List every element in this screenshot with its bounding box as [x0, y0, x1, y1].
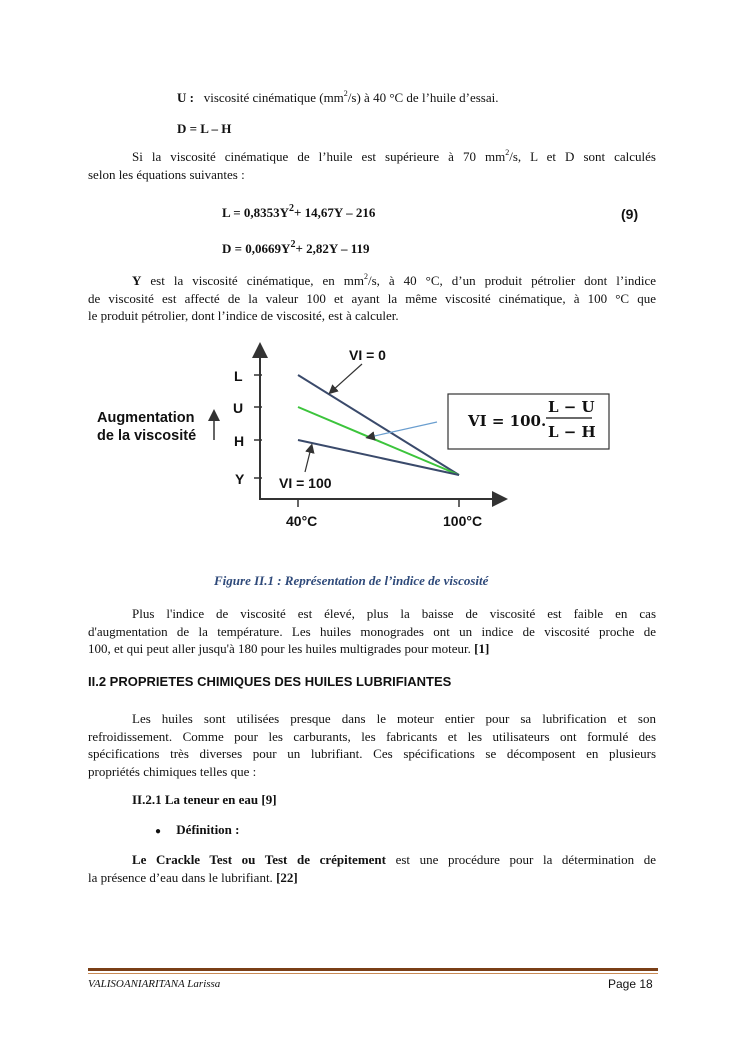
equation-number: (9) [621, 206, 639, 222]
label-y: Y [235, 471, 245, 487]
label-vi100: VI = 100 [279, 475, 332, 491]
p5-ref: [22] [276, 869, 298, 885]
formula-pointer [370, 422, 437, 437]
figure-caption: Figure II.1 : Représentation de l’indice de viscosité [214, 573, 489, 588]
p2-sup: 2 [363, 272, 368, 281]
paragraph-4 [88, 710, 656, 780]
eq-l-a: L = 0,8353Y [222, 205, 289, 220]
formula-prefix: VI = 100. [468, 412, 547, 430]
paragraph-2 [88, 272, 656, 325]
p4-line4: propriétés chimiques telles que : [88, 763, 257, 779]
footer-rule [88, 968, 658, 971]
p4-line2: refroidissement. Comme pour les carburants, les fabricants et les utilisateurs ont formulé des [88, 728, 656, 744]
p5-rest: est une procédure pour la détermination de [385, 852, 656, 867]
label-x-40: 40°C [286, 513, 318, 529]
eq-d-sup: 2 [290, 239, 296, 250]
p2-a: est la viscosité cinématique, en mm [141, 273, 364, 288]
p2-line3: le produit pétrolier, dont l’indice de viscosité, est à calculer. [88, 308, 399, 323]
p2-line2: de viscosité est affecté de la valeur 100 et ayant la même viscosité cinématique, à 100 °C que [88, 290, 656, 306]
equation-l [222, 205, 375, 221]
bullet-text: Définition : [176, 822, 240, 837]
p1-line2: selon les équations suivantes : [88, 166, 245, 182]
label-side-1: Augmentation [97, 410, 195, 426]
formula-denominator: L − H [548, 423, 596, 441]
p2-y: Y [132, 273, 142, 288]
section-heading: II.2 PROPRIETES CHIMIQUES DES HUILES LUBRIFIANTES [88, 674, 452, 689]
footer-page-number: Page 18 [608, 977, 653, 991]
p4-line1: Les huiles sont utilisées presque dans le moteur entier pour sa lubrification et son [132, 711, 656, 726]
vi100-pointer [305, 448, 311, 472]
p3-line1: Plus l'indice de viscosité est élevé, plus la baisse de viscosité est faible en cas [132, 606, 656, 621]
paragraph-3 [88, 605, 656, 658]
p5-line2: la présence d’eau dans le lubrifiant. [88, 869, 273, 885]
label-x-100: 100°C [443, 513, 483, 529]
label-u: U [233, 400, 244, 416]
label-vi0: VI = 0 [349, 347, 386, 363]
eq-d-b: + 2,82Y – 119 [295, 241, 370, 256]
eq-l-b: + 14,67Y – 216 [294, 205, 376, 220]
footer-rule-thin [88, 973, 658, 974]
definition-u [177, 89, 499, 107]
u-text2: /s) à 40 °C de l’huile d’essai. [347, 90, 499, 105]
p4-line3: spécifications très diverses pour un lubrifiant. Ces spécifications se décomposent en plusieurs [88, 746, 656, 761]
p1-sup: 2 [505, 148, 510, 157]
vi100-line [298, 440, 459, 475]
vi0-pointer [332, 364, 362, 391]
label-h: H [234, 433, 245, 449]
viscosity-index-figure [0, 340, 745, 540]
p3-line3: 100, et qui peut aller jusqu'à 180 pour les huiles multigrades pour moteur. [88, 641, 471, 656]
p5-bold: Le Crackle Test ou Test de crépitement [132, 852, 386, 867]
eq-d-a: D = 0,0669Y [222, 241, 291, 256]
p1-text-a: Si la viscosité cinématique de l’huile est supérieure à 70 mm [132, 149, 506, 164]
label-l: L [234, 368, 243, 384]
vi0-line [298, 375, 459, 475]
paragraph-1 [88, 148, 656, 183]
definition-d: D = L – H [177, 121, 232, 136]
vi-sample-line [298, 407, 459, 475]
equation-d [222, 241, 370, 257]
p1-text-b: /s, L et D sont calculés [509, 149, 656, 164]
paragraph-5 [88, 851, 656, 886]
bullet-icon: ● [155, 826, 162, 837]
p2-b: /s, à 40 °C, d’un produit pétrolier dont l’indice [367, 273, 656, 288]
eq-l-sup: 2 [289, 203, 294, 214]
p3-line2: d'augmentation de la température. Les huiles monogrades ont un indice de viscosité proche de [88, 623, 656, 639]
u-text: viscosité cinématique (mm [203, 90, 344, 105]
formula-numerator: L − U [548, 398, 595, 416]
p3-ref: [1] [474, 641, 490, 656]
u-sup: 2 [343, 89, 348, 98]
subheading: II.2.1 La teneur en eau [9] [132, 792, 277, 807]
footer-author: VALISOANIARITANA Larissa [88, 978, 221, 990]
label-side-2: de la viscosité [97, 428, 197, 444]
bullet-item [155, 821, 240, 841]
u-label: U : [177, 90, 194, 105]
